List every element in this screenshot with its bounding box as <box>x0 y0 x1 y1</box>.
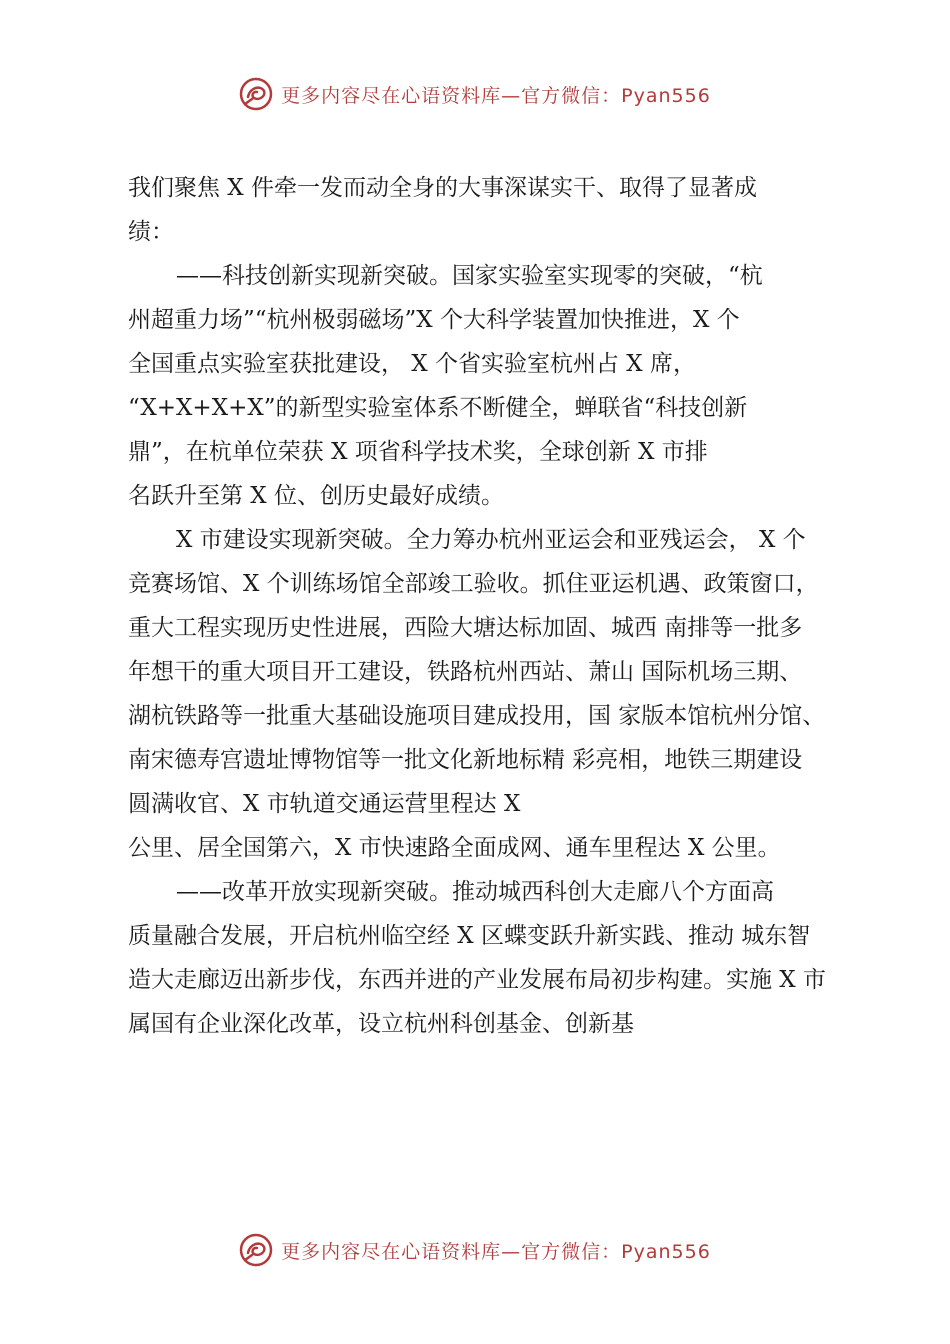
text-line: 造大走廊迈出新步伐，东西并进的产业发展布局初步构建。实施 X 市 <box>128 967 826 993</box>
text-line: 州超重力场”“杭州极弱磁场”X 个大科学装置加快推进，X 个 <box>128 307 740 333</box>
text-line: 年想干的重大项目开工建设，铁路杭州西站、萧山 国际机场三期、 <box>128 659 803 685</box>
text-line: ——科技创新实现新突破。国家实验室实现零的突破，“杭 <box>176 263 763 289</box>
swirl-seal-logo-icon <box>239 1233 273 1267</box>
banner-text: 更多内容尽在心语资料库—官方微信：Pyan556 <box>281 84 711 107</box>
text-line: 公里、居全国第六，X 市快速路全面成网、通车里程达 X 公里。 <box>128 835 781 861</box>
text-line: 我们聚焦 X 件牵一发而动全身的大事深谋实干、取得了显著成 <box>128 175 757 201</box>
text-line: 南宋德寿宫遗址博物馆等一批文化新地标精 彩亮相，地铁三期建设 <box>128 747 803 773</box>
text-line: 属国有企业深化改革，设立杭州科创基金、创新基 <box>128 1011 634 1037</box>
text-line: 全国重点实验室获批建设， X 个省实验室杭州占 X 席， <box>128 351 696 377</box>
text-line: 重大工程实现历史性进展，西险大塘达标加固、城西 南排等一批多 <box>128 615 803 641</box>
text-line: 名跃升至第 X 位、创历史最好成绩。 <box>128 483 504 509</box>
banner-text: 更多内容尽在心语资料库—官方微信：Pyan556 <box>281 1240 711 1263</box>
text-line: 质量融合发展，开启杭州临空经 X 区蝶变跃升新实践、推动 城东智 <box>128 923 811 949</box>
text-line: 鼎”，在杭单位荣获 X 项省科学技术奖，全球创新 X 市排 <box>128 439 708 465</box>
swirl-seal-logo-icon <box>239 77 273 111</box>
text-line: “X+X+X+X”的新型实验室体系不断健全，蝉联省“科技创新 <box>128 395 748 421</box>
text-line: 竞赛场馆、X 个训练场馆全部竣工验收。抓住亚运机遇、政策窗口， <box>128 571 819 597</box>
text-line: 绩： <box>128 219 174 245</box>
text-line: 圆满收官、X 市轨道交通运营里程达 X <box>128 791 521 817</box>
header-banner <box>0 72 950 116</box>
text-line: ——改革开放实现新突破。推动城西科创大走廊八个方面高 <box>176 879 774 905</box>
text-line: X 市建设实现新突破。全力筹办杭州亚运会和亚残运会， X 个 <box>176 527 806 553</box>
footer-banner <box>0 1228 950 1272</box>
document-body <box>128 166 864 1046</box>
text-line: 湖杭铁路等一批重大基础设施项目建成投用，国 家版本馆杭州分馆、 <box>128 703 826 729</box>
